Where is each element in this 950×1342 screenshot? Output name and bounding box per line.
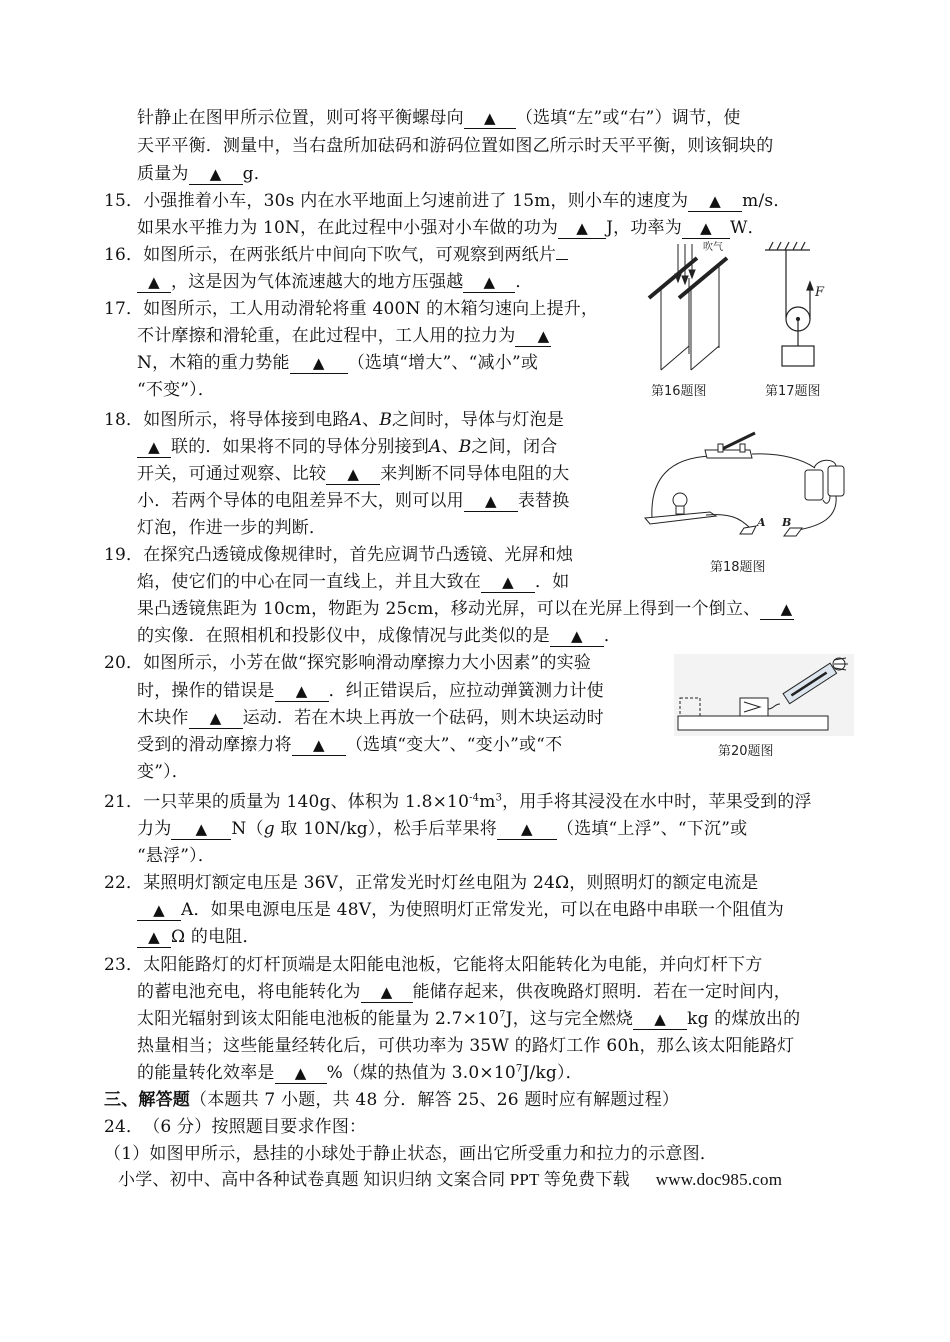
q15-text: m/s． (742, 191, 791, 211)
q23-line5 (137, 1061, 583, 1085)
q18-text: 小．若两个导体的电阻差异不大，则可以用 (137, 491, 464, 511)
q20-text: 木块作 (137, 708, 189, 728)
q18-line2 (137, 435, 557, 459)
q14-text: 针静止在图甲所示位置，则可将平衡螺母向 (137, 108, 464, 128)
q20-text: 运动．若在木块上再放一个砝码，则木块运动时 (242, 708, 604, 728)
q19-text: 的实像．在照相机和投影仪中，成像情况与此类似的是 (137, 626, 550, 646)
q18-line1 (104, 408, 564, 432)
q18-text: 开关，可通过观察、比较 (137, 464, 327, 484)
q21-text: 力为 (137, 819, 172, 839)
answer-blank[interactable]: ▲ (760, 599, 794, 620)
q15-line1 (104, 189, 791, 213)
q21-line1 (104, 790, 812, 814)
question-number: 22． (104, 873, 144, 893)
q14-text: 天平平衡．测量中，当右盘所加砝码和游码位置如图乙所示时天平平衡，则该铜块的 (137, 136, 774, 156)
q15-text: 小强推着小车，30s 内在水平地面上匀速前进了 15m，则小车的速度为 (143, 191, 689, 211)
fig18-b-label: B (782, 516, 792, 529)
section-3-heading (104, 1088, 679, 1112)
exponent: 3 (495, 792, 503, 804)
answer-blank[interactable]: ▲ (497, 819, 557, 840)
question-number: 21． (104, 792, 144, 812)
answer-blank[interactable]: ▲ (292, 735, 346, 756)
footer (118, 1168, 782, 1192)
q24-sub1 (104, 1142, 717, 1166)
answer-blank[interactable]: ▲ (326, 464, 380, 485)
q14-line3 (137, 162, 271, 186)
question-number: 19． (104, 545, 144, 565)
q19-line2 (137, 570, 569, 594)
answer-blank[interactable]: ▲ (189, 164, 243, 185)
answer-blank[interactable]: ▲ (633, 1009, 687, 1030)
answer-blank[interactable]: ▲ (189, 708, 243, 729)
q16-text: ． (515, 272, 533, 292)
question-number: 17． (104, 299, 144, 319)
q19-line1 (104, 543, 573, 567)
q19-text: 在探究凸透镜成像规律时，首先应调节凸透镜、光屏和烛 (143, 545, 574, 565)
exponent: 7 (499, 1009, 506, 1021)
pulley-icon (765, 242, 814, 366)
q23-text: 能储存起来，供夜晚路灯照明．若在一定时间内， (412, 982, 792, 1002)
q20-text: ．纠正错误后，应拉动弹簧测力计使 (328, 681, 604, 701)
figure-20-friction (674, 654, 854, 736)
point-b-label: B (379, 410, 393, 430)
q17-text: “不变”）． (137, 380, 216, 400)
q23-text: J/kg）． (522, 1063, 583, 1083)
q21-line2 (137, 817, 747, 841)
q18-text: 联的．如果将不同的导体分别接到 (171, 437, 429, 457)
answer-blank[interactable]: ▲ (137, 437, 171, 458)
fig17-force-label: F (815, 285, 825, 300)
q14-line1 (137, 106, 741, 130)
q20-text: 变”）． (137, 762, 189, 782)
q15-line2 (137, 216, 765, 240)
q22-line3 (137, 925, 260, 949)
figure-18-circuit (640, 428, 845, 553)
q18-text: 表替换 (517, 491, 570, 511)
q22-line2 (137, 898, 784, 922)
question-number: 20． (104, 653, 144, 673)
fig20-caption: 第20题图 (718, 744, 774, 759)
q22-text: 某照明灯额定电压是 36V，正常发光时灯丝电阻为 24Ω，则照明灯的额定电流是 (143, 873, 759, 893)
q18-line3 (137, 462, 569, 486)
answer-blank[interactable]: ▲ (171, 819, 231, 840)
q17-text: （选填“增大”、“减小”或 (347, 353, 539, 373)
q23-line3 (137, 1007, 800, 1031)
circuit-icon (645, 433, 844, 536)
q23-text: 太阳能路灯的灯杆顶端是太阳能电池板，它能将太阳能转化为电能，并向灯杆下方 (143, 955, 763, 975)
q17-line2 (137, 324, 551, 348)
point-b-label: B (458, 437, 472, 457)
q20-text: 如图所示，小芳在做“探究影响滑动摩擦力大小因素”的实验 (143, 653, 592, 673)
q15-text: J，功率为 (606, 218, 682, 238)
q21-text: N（ (231, 819, 264, 839)
question-number: 24． (104, 1117, 144, 1137)
point-a-label: A (429, 437, 442, 457)
q20-line2 (137, 679, 604, 703)
answer-blank[interactable]: ▲ (550, 626, 604, 647)
q22-text: A．如果电源电压是 48V，为使照明灯正常发光，可以在电路中串联一个阻值为 (181, 900, 784, 920)
q18-text: 来判断不同导体电阻的大 (380, 464, 570, 484)
answer-blank[interactable]: ▲ (464, 491, 518, 512)
section-title: 三、解答题 (104, 1090, 190, 1110)
q23-line1 (104, 953, 762, 977)
fig18-a-label: A (757, 516, 766, 529)
q20-line1 (104, 651, 591, 675)
q17-line1 (104, 297, 598, 321)
q18-text: 之间时，导体与灯泡是 (392, 410, 565, 430)
q21-text: m (479, 792, 496, 812)
question-number: 18． (104, 410, 144, 430)
q19-text: ．如 (535, 572, 570, 592)
q23-text: 的蓄电池充电，将电能转化为 (137, 982, 361, 1002)
answer-blank[interactable]: ▲ (464, 108, 516, 129)
q23-text: 热量相当；这些能量经转化后，可供功率为 35W 的路灯工作 60h，那么该太阳能路灯 (137, 1036, 795, 1056)
q16-text: ，这是因为气体流速越大的地方压强越 (171, 272, 464, 292)
q20-text: 时，操作的错误是 (137, 681, 275, 701)
point-a-label: A (349, 410, 363, 430)
q21-text: 一只苹果的质量为 140g、体积为 1.8×10 (143, 792, 470, 812)
answer-blank[interactable]: ▲ (688, 191, 742, 212)
q23-line2 (137, 980, 791, 1004)
q23-text: J，这与完全燃烧 (505, 1009, 634, 1029)
q17-text: 如图所示，工人用动滑轮将重 400N 的木箱匀速向上提升， (143, 299, 599, 319)
q21-line3 (137, 844, 215, 868)
q19-text: 焰，使它们的中心在同一直线上，并且大致在 (137, 572, 481, 592)
question-number: 16． (104, 245, 144, 265)
q20-line3 (137, 706, 604, 730)
answer-blank[interactable]: ▲ (137, 900, 181, 921)
answer-blank[interactable]: ▲ (361, 982, 413, 1003)
fig16-caption: 第16题图 (651, 384, 707, 399)
q16-text: 如图所示，在两张纸片中间向下吹气，可观察到两纸片 (143, 245, 557, 265)
q14-line2 (137, 134, 773, 158)
q17-text: N，木箱的重力势能 (137, 353, 290, 373)
q24-text: （6 分）按照题目要求作图： (143, 1117, 367, 1137)
footer-text: 小学、初中、高中各种试卷真题 知识归纳 文案合同 PPT 等免费下载 (118, 1170, 630, 1189)
q19-text: 果凸透镜焦距为 10cm，物距为 25cm，移动光屏，可以在光屏上得到一个倒立、 (137, 599, 761, 619)
q18-text: 、 (441, 437, 459, 457)
paper-strips-icon (649, 244, 727, 370)
q23-text: 太阳光辐射到该太阳能电池板的能量为 2.7×10 (137, 1009, 500, 1029)
q16-line1 (104, 243, 568, 267)
q16-line2 (137, 270, 533, 294)
answer-blank[interactable]: ▲ (290, 353, 348, 374)
answer-blank[interactable]: ▲ (682, 218, 730, 239)
q20-line5 (137, 760, 189, 784)
q14-text: g． (242, 164, 271, 184)
q21-text: ，用手将其浸没在水中时，苹果受到的浮 (502, 792, 812, 812)
answer-blank[interactable]: ▲ (558, 218, 606, 239)
answer-blank[interactable]: ▲ (137, 927, 171, 948)
q15-text: 如果水平推力为 10N，在此过程中小强对小车做的功为 (137, 218, 559, 238)
q19-text: ． (603, 626, 622, 646)
answer-blank[interactable]: ▲ (275, 681, 329, 702)
q17-text: 不计摩擦和滑轮重，在此过程中，工人用的拉力为 (137, 326, 516, 346)
gravity-symbol: g (263, 819, 275, 839)
question-number: 15． (104, 191, 144, 211)
q24-line1 (104, 1115, 366, 1139)
q22-text: Ω 的电阻． (171, 927, 260, 947)
q23-text: %（煤的热值为 3.0×10 (326, 1063, 516, 1083)
q18-line4 (137, 489, 569, 513)
exponent: -4 (469, 792, 480, 804)
fig16-blow-label: 吹气 (703, 242, 723, 253)
q21-text: 取 10N/kg），松手后苹果将 (274, 819, 497, 839)
q15-text: W． (729, 218, 765, 238)
answer-blank-start[interactable] (556, 259, 568, 260)
q21-text: （选填“上浮”、“下沉”或 (556, 819, 748, 839)
footer-link[interactable]: www.doc985.com (655, 1170, 783, 1189)
q22-line1 (104, 871, 758, 895)
q23-text: 的能量转化效率是 (137, 1063, 275, 1083)
answer-blank[interactable]: ▲ (275, 1063, 327, 1084)
q19-line4 (137, 624, 621, 648)
question-number: 23． (104, 955, 144, 975)
answer-blank[interactable]: ▲ (515, 326, 551, 347)
q14-text: 质量为 (137, 164, 189, 184)
exponent: 7 (515, 1063, 523, 1075)
q18-text: 如图所示，将导体接到电路 (143, 410, 350, 430)
figure-16-17 (645, 238, 840, 378)
q18-line5 (137, 516, 326, 540)
q20-text: （选填“变大”、“变小”或“不 (345, 735, 563, 755)
q20-line4 (137, 733, 562, 757)
answer-blank[interactable]: ▲ (137, 272, 171, 293)
q17-line4 (137, 378, 215, 402)
answer-blank[interactable]: ▲ (463, 272, 515, 293)
q18-text: 之间，闭合 (471, 437, 558, 457)
q18-text: 灯泡，作进一步的判断． (137, 518, 327, 538)
q18-text: 、 (362, 410, 380, 430)
answer-blank[interactable]: ▲ (481, 572, 535, 593)
q19-line3 (137, 597, 794, 621)
q23-text: kg 的煤放出的 (687, 1009, 801, 1029)
q24-text: （1）如图甲所示，悬挂的小球处于静止状态，画出它所受重力和拉力的示意图． (104, 1144, 718, 1164)
q14-text: （选填“左”或“右”）调节，使 (515, 108, 741, 128)
section-description: （本题共 7 小题，共 48 分．解答 25、26 题时应有解题过程） (190, 1090, 680, 1110)
fig17-caption: 第17题图 (765, 384, 821, 399)
q20-text: 受到的滑动摩擦力将 (137, 735, 292, 755)
q17-line3 (137, 351, 538, 375)
q23-line4 (137, 1034, 794, 1058)
fig18-caption: 第18题图 (710, 560, 766, 575)
q21-text: “悬浮”）． (137, 846, 216, 866)
